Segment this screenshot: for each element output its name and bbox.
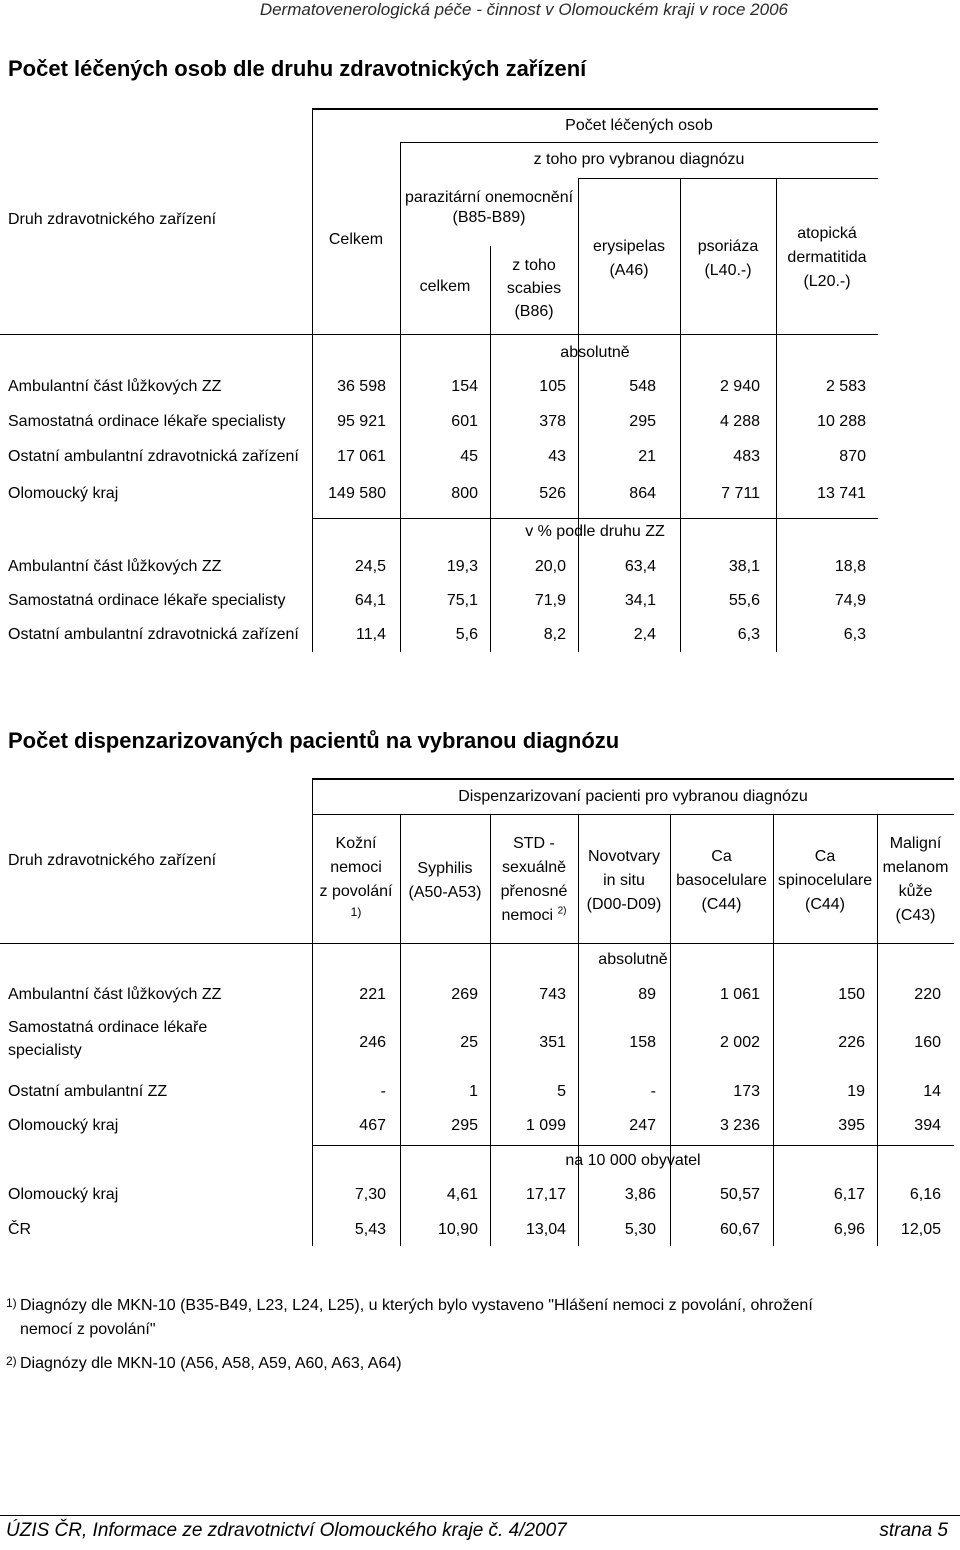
t1-cell: 55,6 <box>728 592 760 609</box>
col-mel-l2: melanom <box>882 859 949 876</box>
t2-cell: 295 <box>451 1117 478 1134</box>
t2-cell: 226 <box>838 1034 865 1051</box>
footnote-1-text: Diagnózy dle MKN-10 (B35-B49, L23, L24, L25), u kterých bylo vystaveno "Hlášení nemoci z povolání, ohrožení nemocí z povolání" <box>20 1297 813 1338</box>
t2-cell: 50,57 <box>719 1186 760 1203</box>
t1-cell: 105 <box>539 378 566 395</box>
table1-section-percent: v % podle druhu ZZ <box>525 523 665 540</box>
col-std-l1: STD - <box>513 835 555 852</box>
col-bas-l2: basocelulare <box>676 872 767 889</box>
t2-cell: 89 <box>638 986 656 1003</box>
t1-pct-row-label: Ostatní ambulantní zdravotnická zařízení <box>8 626 299 643</box>
col-atopicka-l2: dermatitida <box>787 249 867 266</box>
col-kozni-l1: Kožní <box>335 835 377 852</box>
t2-cell: 5 <box>557 1083 566 1100</box>
t2-cell: 6,17 <box>833 1186 865 1203</box>
t2-cell: 160 <box>914 1034 941 1051</box>
table2-section-absolute: absolutně <box>598 951 668 968</box>
t2-cell: 17,17 <box>525 1186 566 1203</box>
table1-title: Počet léčených osob dle druhu zdravotnických zařízení <box>8 56 587 81</box>
t1-cell: 21 <box>638 448 656 465</box>
col-scabies-l1: z toho <box>512 257 556 274</box>
col-kozni-l2: nemoci <box>330 859 382 876</box>
t1-cell: 864 <box>629 485 656 502</box>
t2-cell: 3,86 <box>624 1186 656 1203</box>
col-psoriaza-l1: psoriáza <box>697 238 759 255</box>
t2-cell: 1 099 <box>525 1117 566 1134</box>
table1-sub-header: z toho pro vybranou diagnózu <box>533 151 745 168</box>
t1-cell: 24,5 <box>354 558 386 575</box>
table2-section-per10000: na 10 000 obyvatel <box>565 1152 701 1169</box>
col-spi-l3: (C44) <box>804 896 845 913</box>
t1-cell: 64,1 <box>354 592 386 609</box>
t1-cell: 38,1 <box>728 558 760 575</box>
t1-cell: 63,4 <box>624 558 656 575</box>
t1-cell: 6,3 <box>737 626 760 643</box>
col-novotvary-l1: Novotvary <box>587 848 661 865</box>
t2-cell: 269 <box>451 986 478 1003</box>
t2-row-label: Ostatní ambulantní ZZ <box>8 1083 168 1100</box>
t1-cell: 548 <box>629 378 656 395</box>
t2-cell: 12,05 <box>900 1221 941 1238</box>
t1-cell: 17 061 <box>337 448 386 465</box>
t2-cell: 19 <box>847 1083 865 1100</box>
t2-cell: 247 <box>629 1117 656 1134</box>
col-bas-l3: (C44) <box>701 896 742 913</box>
t1-cell: 43 <box>548 448 566 465</box>
col-std-l2: sexuálně <box>501 859 567 876</box>
t2-cell: 173 <box>733 1083 760 1100</box>
t2-cell: 220 <box>914 986 941 1003</box>
t2-cell: 14 <box>923 1083 941 1100</box>
col-parazitarni <box>400 188 578 228</box>
t1-cell: 10 288 <box>817 413 866 430</box>
t1-abs-row-label: Ostatní ambulantní zdravotnická zařízení <box>8 448 299 465</box>
col-parazitarni-l1: parazitární onemocnění <box>404 189 574 206</box>
t2-cell: 5,43 <box>354 1221 386 1238</box>
col-erysipelas-l1: erysipelas <box>592 238 666 255</box>
col-kozni-l3: z povolání <box>319 883 393 900</box>
t2-cell: 7,30 <box>354 1186 386 1203</box>
t1-cell: 20,0 <box>534 558 566 575</box>
t2-cell: 394 <box>914 1117 941 1134</box>
col-melanom <box>877 832 954 928</box>
t2-per-row-label: ČR <box>8 1221 32 1238</box>
col-erysipelas <box>578 235 680 283</box>
t1-cell: 483 <box>733 448 760 465</box>
col-spi-l1: Ca <box>814 848 836 865</box>
table2-title: Počet dispenzarizovaných pacientů na vybranou diagnózu <box>8 728 620 753</box>
footnote-2-mark: 2) <box>6 1354 17 1368</box>
col-scabies-l3: (B86) <box>514 303 554 320</box>
col-parazitarni-l2: (B85-B89) <box>452 209 526 226</box>
col-scabies <box>490 254 578 323</box>
t1-cell: 6,3 <box>843 626 866 643</box>
col-scabies-l2: scabies <box>506 280 562 297</box>
t2-cell: 4,61 <box>446 1186 478 1203</box>
t2-cell: 467 <box>359 1117 386 1134</box>
t1-cell: 18,8 <box>834 558 866 575</box>
col-std-sup: 2) <box>557 905 567 917</box>
t1-cell: 2 583 <box>825 378 866 395</box>
t2-per-row-label: Olomoucký kraj <box>8 1186 119 1203</box>
t2-cell: - <box>380 1083 386 1100</box>
col-std-l3: přenosné <box>500 883 568 900</box>
t1-cell: 149 580 <box>328 485 386 502</box>
footnote-1-mark: 1) <box>6 1296 17 1310</box>
t1-cell: 870 <box>839 448 866 465</box>
table2-top-header: Dispenzarizovaní pacienti pro vybranou diagnózu <box>458 788 808 805</box>
t1-cell: 295 <box>629 413 656 430</box>
col-std-l4 <box>490 904 578 928</box>
t1-abs-row-label: Ambulantní část lůžkových ZZ <box>8 378 222 395</box>
col-novotvary-l3: (D00-D09) <box>586 896 662 913</box>
t2-cell: 246 <box>359 1034 386 1051</box>
t2-cell: 25 <box>460 1034 478 1051</box>
col-bas-l1: Ca <box>711 848 732 865</box>
col-syphilis-l2: (A50-A53) <box>408 884 482 901</box>
t1-pct-row-label: Ambulantní část lůžkových ZZ <box>8 558 222 575</box>
t1-cell: 13 741 <box>817 485 866 502</box>
t1-abs-row-label: Samostatná ordinace lékaře specialisty <box>8 413 286 430</box>
t1-cell: 7 711 <box>721 485 760 502</box>
t2-row-label: Olomoucký kraj <box>8 1117 119 1134</box>
footer-left: ÚZIS ČR, Informace ze zdravotnictví Olomouckého kraje č. 4/2007 <box>6 1520 567 1541</box>
table1-top-header: Počet léčených osob <box>565 117 713 134</box>
col-atopicka <box>776 222 878 294</box>
t1-pct-row-label: Samostatná ordinace lékaře specialisty <box>8 592 286 609</box>
table1-row-header: Druh zdravotnického zařízení <box>8 211 217 228</box>
t2-cell: 3 236 <box>719 1117 760 1134</box>
col-novotvary-l2: in situ <box>603 872 645 889</box>
col-spi-l2: spinocelulare <box>777 872 873 889</box>
t1-cell: 5,6 <box>455 626 478 643</box>
t2-cell: 13,04 <box>525 1221 566 1238</box>
t2-cell: - <box>650 1083 656 1100</box>
table1-section-absolute: absolutně <box>560 344 630 361</box>
t1-cell: 71,9 <box>534 592 566 609</box>
footnote-2-text: Diagnózy dle MKN-10 (A56, A58, A59, A60, A63, A64) <box>20 1355 402 1372</box>
t2-cell: 5,30 <box>624 1221 656 1238</box>
t2-cell: 10,90 <box>437 1221 478 1238</box>
t1-cell: 75,1 <box>446 592 478 609</box>
col-kozni-nemoci <box>312 832 400 920</box>
t1-cell: 4 288 <box>719 413 760 430</box>
t1-cell: 800 <box>451 485 478 502</box>
col-atopicka-l3: (L20.-) <box>803 273 851 290</box>
t1-cell: 2,4 <box>633 626 656 643</box>
col-mel-l4: (C43) <box>895 907 936 924</box>
t1-cell: 34,1 <box>624 592 656 609</box>
col-erysipelas-l2: (A46) <box>609 262 649 279</box>
t2-cell: 158 <box>629 1034 656 1051</box>
t1-cell: 11,4 <box>356 626 386 643</box>
col-psoriaza <box>680 235 776 283</box>
t2-cell: 1 061 <box>719 986 760 1003</box>
t2-row-label: Ambulantní část lůžkových ZZ <box>8 986 222 1003</box>
col-atopicka-l1: atopická <box>797 225 857 242</box>
footer-page: strana 5 <box>879 1520 948 1541</box>
t2-row-label <box>8 1016 207 1062</box>
t2-cell: 2 002 <box>719 1034 760 1051</box>
col-ca-basocelulare <box>670 845 773 917</box>
t2-cell: 395 <box>838 1117 865 1134</box>
t2-cell: 351 <box>539 1034 566 1051</box>
t1-cell: 154 <box>451 378 478 395</box>
col-mel-l3: kůže <box>898 883 933 900</box>
t1-abs-row-label: Olomoucký kraj <box>8 485 119 502</box>
col-std <box>490 832 578 928</box>
col-paraz-celkem: celkem <box>419 278 471 295</box>
t1-cell: 74,9 <box>834 592 866 609</box>
t2-cell: 150 <box>838 986 865 1003</box>
t2-cell: 1 <box>469 1083 478 1100</box>
table2-row-header: Druh zdravotnického zařízení <box>8 852 217 869</box>
footer-rule <box>0 1515 960 1516</box>
t1-cell: 45 <box>460 448 478 465</box>
col-kozni-sup: 1) <box>350 905 362 919</box>
col-ca-spinocelulare <box>773 845 877 917</box>
t2-cell: 6,96 <box>833 1221 865 1238</box>
running-header: Dermatovenerologická péče - činnost v Olomouckém kraji v roce 2006 <box>259 0 788 19</box>
t1-cell: 95 921 <box>337 413 386 430</box>
t1-cell: 19,3 <box>446 558 478 575</box>
t2-row-label-l2: specialisty <box>8 1042 82 1059</box>
t1-cell: 526 <box>539 485 566 502</box>
col-psoriaza-l2: (L40.-) <box>704 262 752 279</box>
t1-cell: 601 <box>451 413 478 430</box>
t2-cell: 6,16 <box>909 1186 941 1203</box>
t1-cell: 36 598 <box>337 378 386 395</box>
col-mel-l1: Maligní <box>889 835 942 852</box>
t1-cell: 378 <box>539 413 566 430</box>
t2-cell: 743 <box>539 986 566 1003</box>
t1-cell: 8,2 <box>543 626 566 643</box>
t1-cell: 2 940 <box>719 378 760 395</box>
col-novotvary <box>578 845 670 917</box>
t2-cell: 60,67 <box>719 1221 760 1238</box>
col-std-l4-text: nemoci <box>501 907 554 924</box>
col-syphilis-l1: Syphilis <box>417 860 473 877</box>
t2-cell: 221 <box>359 986 386 1003</box>
col-celkem: Celkem <box>328 231 384 248</box>
t2-row-label-l1: Samostatná ordinace lékaře <box>8 1019 208 1036</box>
col-syphilis <box>400 857 490 905</box>
